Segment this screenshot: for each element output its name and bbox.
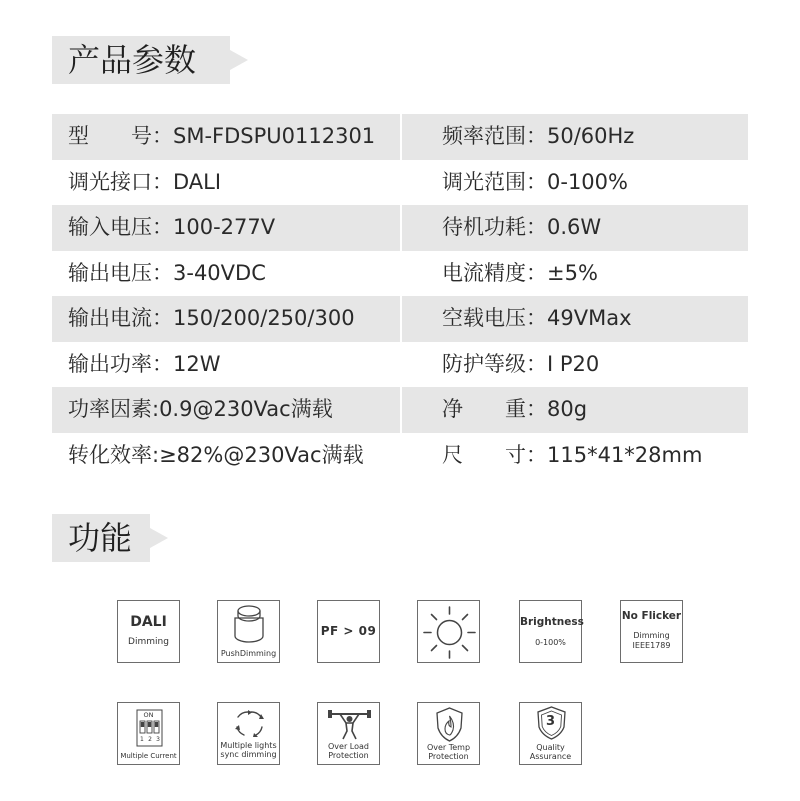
spec-row [52,160,748,206]
dali-icon [117,600,180,663]
quality-number: 3 [545,714,556,729]
push-button-icon [217,600,280,663]
power-factor-icon [317,600,380,663]
spec-row [52,205,748,251]
sync-label2: sync dimming [220,750,277,759]
spec-model: 型 号：SM-FDSPU0112301 [68,124,376,148]
no-flicker-icon [620,600,683,663]
dip-on-label: ON [143,711,154,719]
dip-numbers [140,736,160,743]
spec-power-factor: 功率因素:0.9@230Vac满载 [68,397,333,421]
spec-frequency: 频率范围：50/60Hz [400,114,748,160]
spec-efficiency: 转化效率:≥82%@230Vac满载 [68,442,364,467]
flame-shield-icon [417,702,480,765]
spec-standby-power: 待机功耗：0.6W [400,205,748,251]
current-label: Multiple Current [120,752,177,760]
dip-num: 1 [140,736,144,743]
dip-switch-icon [117,702,180,765]
weightlifter-icon [317,702,380,765]
spec-current-accuracy: 电流精度：±5% [400,251,748,297]
spec-protection-class: 防护等级：I P20 [400,342,748,388]
dali-title: DALI [130,614,167,630]
quality-label2: Assurance [529,752,572,761]
flicker-sub2: IEEE1789 [632,641,671,650]
spec-row [52,251,748,297]
overtemp-label2: Protection [428,752,469,761]
spec-dimming-interface: 调光接口：DALI [68,169,222,194]
sync-arrows-icon [217,702,280,765]
spec-output-power: 输出功率：12W [68,351,221,376]
brightness-sub: 0-100% [535,638,566,647]
flicker-sub1: Dimming [633,631,670,640]
spec-row [52,387,748,433]
dip-num: 3 [156,736,160,743]
spec-row [52,433,748,479]
function-section-title [52,514,150,562]
spec-output-current: 输出电流：150/200/250/300 [68,306,355,330]
params-title-text: 产品参数 [68,41,197,79]
spec-output-voltage: 输出电压：3-40VDC [68,260,266,285]
sun-drawing [418,601,481,664]
spec-dimensions: 尺 寸：115*41*28mm [400,433,748,479]
pf-label: PF > 09 [320,624,377,638]
spec-row [52,342,748,388]
brightness-title: Brightness [520,616,584,628]
dip-num: 2 [148,736,152,743]
quality-label1: Quality [536,743,565,752]
spec-dimming-range: 调光范围：0-100% [400,160,748,206]
overload-label2: Protection [328,751,369,760]
push-label: PushDimming [220,649,277,658]
dali-sub: Dimming [128,637,169,647]
params-section-title [52,36,230,84]
sync-label1: Multiple lights [220,741,277,750]
spec-input-voltage: 输入电压：100-277V [68,215,276,239]
function-title-text: 功能 [68,519,133,557]
shield-3-icon [519,702,582,765]
spec-table [52,114,748,478]
overtemp-label1: Over Temp [426,743,471,752]
overload-label1: Over Load [328,742,369,751]
spec-row [52,296,748,342]
flicker-title: No Flicker [621,610,682,622]
spec-no-load-voltage: 空载电压：49VMax [400,296,748,342]
spec-row [52,114,748,160]
brightness-icon [519,600,582,663]
sun-icon [417,600,480,663]
spec-net-weight: 净 重：80g [400,387,748,433]
